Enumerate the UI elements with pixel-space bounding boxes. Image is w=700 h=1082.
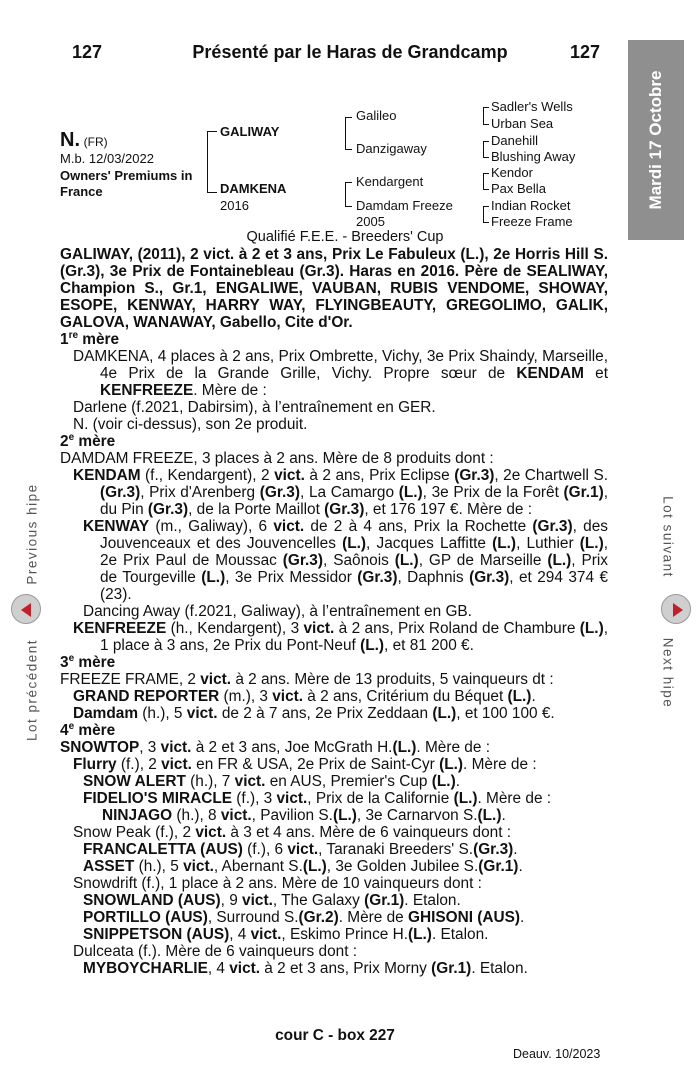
produce-entry: SNIPPETSON (AUS), 4 vict., Eskimo Prince H.(L.). Etalon. (83, 926, 489, 943)
bracket-line (483, 141, 484, 158)
section-heading: 2e mère (60, 431, 116, 450)
horse-description: M.b. 12/03/2022 (60, 151, 154, 166)
prev-lot-button[interactable] (11, 594, 41, 624)
bracket-line (345, 117, 346, 150)
box-location: cour C - box 227 (275, 1027, 395, 1044)
bracket-line (207, 192, 217, 193)
dam-entry: DAMKENA, 4 places à 2 ans, Prix Ombrette, Vichy, 3e Prix Shaindy, Marseille, 4e Prix de la Grande Grille, Vichy. Propre sœur de KENDAM et KENFREEZE. Mère de : (73, 348, 608, 399)
qualification-line: Qualifié F.E.E. - Breeders' Cup (246, 229, 444, 245)
pedigree-gen3: Indian Rocket (491, 198, 571, 213)
bracket-line (483, 157, 489, 158)
arrow-left-icon (12, 595, 42, 625)
produce-entry: Dulceata (f.). Mère de 6 vainqueurs dont : (73, 943, 358, 960)
date-tab (628, 40, 684, 240)
produce-entry: KENWAY (m., Galiway), 6 vict. de 2 à 4 ans, Prix la Rochette (Gr.3), des Jouvenceaux et des Jouvencelles (L.), Jacques Laffitte (L.), Luthier (L.), 2e Prix Paul de Moussac (Gr.3), Saônois (L.), GP de Marseille (L.), Prix de Tourgeville (L.), 3e Prix Messidor (Gr.3), Daphnis (Gr.3), et 294 374 € (23). (83, 518, 608, 603)
bracket-line (207, 131, 217, 132)
lot-number-right: 127 (570, 42, 601, 62)
pedigree-gen3: Freeze Frame (491, 214, 573, 229)
section-heading: 3e mère (60, 652, 116, 671)
pedigree-sire: GALIWAY (220, 124, 280, 139)
section-heading: 4e mère (60, 720, 116, 739)
bracket-line (483, 206, 489, 207)
produce-entry: SNOW ALERT (h.), 7 vict. en AUS, Premier's Cup (L.). (83, 773, 460, 790)
previous-hipe-label[interactable]: Previous hipe (24, 483, 40, 585)
bracket-line (483, 107, 484, 125)
next-lot-button[interactable] (661, 594, 691, 624)
bracket-line (483, 173, 489, 174)
sale-reference: Deauv. 10/2023 (513, 1047, 601, 1061)
pedigree-dam-sire: Kendargent (356, 174, 424, 189)
catalogue-body (60, 246, 608, 977)
bracket-line (345, 117, 352, 118)
bracket-line (483, 107, 489, 108)
produce-entry: PORTILLO (AUS), Surround S.(Gr.2). Mère de GHISONI (AUS). (83, 909, 525, 926)
dam-entry: FREEZE FRAME, 2 vict. à 2 ans. Mère de 13 produits, 5 vainqueurs dt : (60, 671, 554, 688)
pedigree-gen3: Pax Bella (491, 181, 546, 196)
bracket-line (207, 131, 208, 193)
produce-entry: Flurry (f.), 2 vict. en FR & USA, 2e Prix de Saint-Cyr (L.). Mère de : (73, 756, 537, 773)
dam-entry: SNOWTOP, 3 vict. à 2 et 3 ans, Joe McGrath H.(L.). Mère de : (60, 739, 490, 756)
bracket-line (345, 206, 352, 207)
produce-entry: Darlene (f.2021, Dabirsim), à l’entraînement en GER. (73, 399, 436, 416)
produce-entry: SNOWLAND (AUS), 9 vict., The Galaxy (Gr.1). Etalon. (83, 892, 461, 909)
pedigree-gen3: Blushing Away (491, 149, 576, 164)
sire-summary: GALIWAY, (2011), 2 vict. à 2 et 3 ans, Prix Le Fabuleux (L.), 2e Horris Hill S.(Gr.3), 3e Prix de Fontainebleau (Gr.3). Haras en 2016. Père de SEALIWAY, Champion S., Gr.1, ENGALIWE, VAUBAN, RUBIS VENDOME, SHOWAY, ESOPE, KENWAY, HARRY WAY, FLYINGBEAUTY, GREGOLIMO, GALIK, GALOVA, WANAWAY, Gabello, Cite d'Or. (60, 246, 608, 331)
bracket-line (483, 206, 484, 223)
bracket-line (345, 149, 352, 150)
lot-number: 127 (72, 42, 103, 62)
pedigree-dam: DAMKENA (220, 181, 287, 196)
bracket-line (483, 173, 484, 190)
produce-entry: FIDELIO'S MIRACLE (f.), 3 vict., Prix de la Californie (L.). Mère de : (83, 790, 552, 807)
arrow-right-icon (662, 595, 692, 625)
bracket-line (345, 182, 346, 207)
produce-entry: NINJAGO (h.), 8 vict., Pavilion S.(L.), 3e Carnarvon S.(L.). (102, 807, 506, 824)
horse-identity (60, 130, 108, 152)
prev-lot-label[interactable]: Lot précédent (24, 638, 40, 742)
pedigree-gen3: Kendor (491, 165, 533, 180)
produce-entry: ASSET (h.), 5 vict., Abernant S.(L.), 3e Golden Jubilee S.(Gr.1). (83, 858, 523, 875)
date-label: Mardi 17 Octobre (646, 70, 665, 210)
page-title: Présenté par le Haras de Grandcamp (192, 42, 508, 62)
produce-entry: FRANCALETTA (AUS) (f.), 6 vict., Taranaki Breeders' S.(Gr.3). (83, 841, 518, 858)
dam-entry: DAMDAM FREEZE, 3 places à 2 ans. Mère de 8 produits dont : (60, 450, 494, 467)
produce-entry: KENDAM (f., Kendargent), 2 vict. à 2 ans, Prix Eclipse (Gr.3), 2e Chartwell S.(Gr.3), Prix d'Arenberg (Gr.3), La Camargo (L.), 3e Prix de la Forêt (Gr.1), du Pin (Gr.3), de la Porte Maillot (Gr.3), et 176 197 €. Mère de : (73, 467, 609, 518)
produce-entry: MYBOYCHARLIE, 4 vict. à 2 et 3 ans, Prix Morny (Gr.1). Etalon. (83, 960, 528, 977)
pedigree-sire-dam: Danzigaway (356, 141, 427, 156)
produce-entry: GRAND REPORTER (m.), 3 vict. à 2 ans, Critérium du Béquet (L.). (73, 688, 536, 705)
bracket-line (345, 182, 352, 183)
produce-entry: KENFREEZE (h., Kendargent), 3 vict. à 2 ans, Prix Roland de Chambure (L.), 1 place à 3 ans, 2e Prix du Pont-Neuf (L.), et 81 200 €. (73, 620, 608, 654)
produce-entry: Damdam (h.), 5 vict. de 2 à 7 ans, 2e Prix Zeddaan (L.), et 100 100 €. (73, 705, 555, 722)
next-lot-label[interactable]: Lot suivant (660, 496, 676, 578)
bracket-line (483, 222, 489, 223)
owners-premiums: Owners' Premiums in France (60, 168, 193, 199)
pedigree-sire-sire: Galileo (356, 108, 397, 123)
pedigree-gen3: Danehill (491, 133, 538, 148)
produce-entry: Dancing Away (f.2021, Galiway), à l’entraînement en GB. (83, 603, 472, 620)
bracket-line (483, 141, 489, 142)
bracket-line (483, 124, 489, 125)
pedigree-dam-dam-year: 2005 (356, 214, 385, 229)
next-hipe-label[interactable]: Next hipe (660, 637, 676, 709)
pedigree-dam-year: 2016 (220, 198, 249, 213)
pedigree-gen3: Urban Sea (491, 116, 554, 131)
section-heading: 1re mère (60, 329, 120, 348)
horse-name: N. (60, 129, 80, 151)
pedigree-gen3: Sadler's Wells (491, 99, 573, 114)
produce-entry: N. (voir ci-dessus), son 2e produit. (73, 416, 308, 433)
bracket-line (483, 189, 489, 190)
pedigree-dam-dam: Damdam Freeze (356, 198, 453, 213)
produce-entry: Snowdrift (f.), 1 place à 2 ans. Mère de 10 vainqueurs dont : (73, 875, 482, 892)
horse-country: (FR) (83, 135, 108, 149)
produce-entry: Snow Peak (f.), 2 vict. à 3 et 4 ans. Mère de 6 vainqueurs dont : (73, 824, 512, 841)
